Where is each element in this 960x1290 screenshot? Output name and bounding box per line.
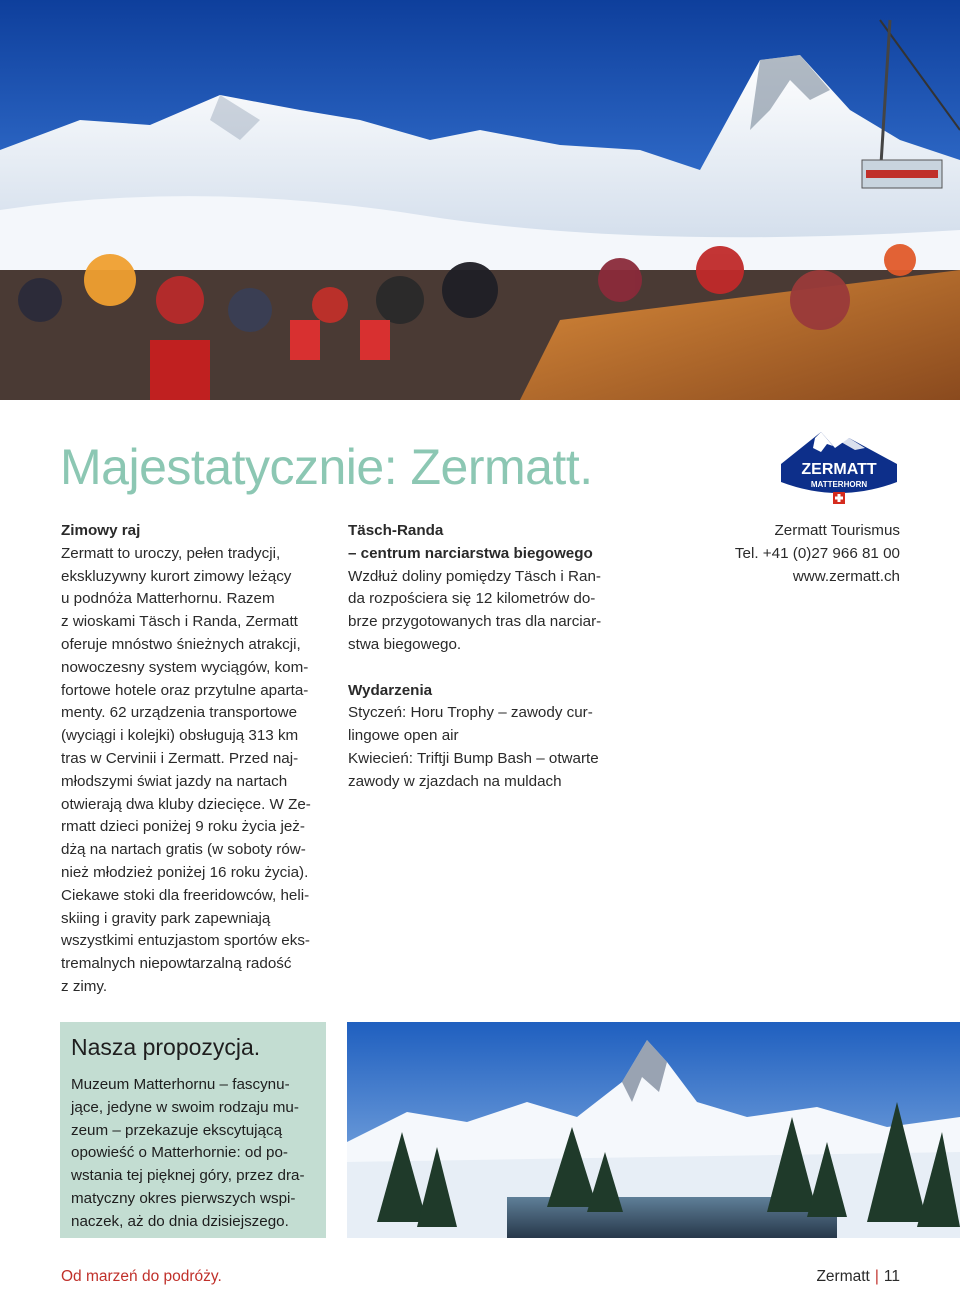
body-line: naczek, aż do dnia dzisiejszego. [71, 1212, 289, 1230]
body-line: stwa biegowego. [348, 635, 462, 653]
section-heading: Täsch-Randa [348, 522, 444, 539]
proposal-box [60, 1022, 326, 1238]
body-line: tremalnych niepowtarzalną radość [61, 955, 292, 973]
body-line: Styczeń: Horu Trophy – zawody cur- [348, 704, 593, 722]
page-number: 11 [883, 1268, 900, 1285]
contact-info [700, 520, 900, 588]
body-line: rmatt dzieci poniżej 9 roku życia jeż- [61, 818, 305, 836]
footer-section: Zermatt [816, 1268, 870, 1285]
body-line: zawody w zjazdach na muldach [348, 772, 562, 790]
body-line: zeum – przekazuje ekscytującą [71, 1121, 283, 1139]
body-line: menty. 62 urządzenia transportowe [61, 704, 298, 722]
body-line: z zimy. [61, 977, 108, 995]
body-line: Kwiecień: Triftji Bump Bash – otwarte [348, 749, 599, 767]
body-line: opowieść o Matterhornie: od po- [71, 1144, 288, 1162]
spacer [348, 657, 628, 680]
body-line: da rozpościera się 12 kilometrów do- [348, 590, 596, 608]
body-line: dżą na nartach gratis (w soboty rów- [61, 841, 306, 859]
body-line: nież młodzież poniżej 16 roku życia). [61, 863, 309, 881]
logo-line-2: MATTERHORN [810, 480, 868, 489]
body-line: wstania tej pięknej góry, przez dra- [71, 1167, 305, 1185]
proposal-body [71, 1074, 321, 1234]
matterhorn-photo [347, 1022, 960, 1238]
body-line: jące, jedyne w swoim rodzaju mu- [71, 1098, 299, 1116]
section-heading: Zimowy raj [61, 522, 141, 539]
hero-photo [0, 0, 960, 400]
body-line: z wioskami Täsch i Randa, Zermatt [61, 613, 298, 631]
matterhorn-photo-illustration [347, 1022, 960, 1238]
footer-slogan: Od marzeń do podróży. [61, 1268, 222, 1285]
section-heading-events: Wydarzenia [348, 681, 433, 699]
body-line: skiing i gravity park zapewniają [61, 909, 271, 927]
body-line: Wzdłuż doliny pomiędzy Täsch i Ran- [348, 567, 601, 585]
logo-line-1: ZERMATT [801, 461, 877, 478]
section-subheading: – centrum narciarstwa biegowego [348, 544, 593, 562]
body-line: fortowe hotele oraz przytulne aparta- [61, 681, 309, 699]
column-tasch-randa [348, 520, 628, 794]
column-winter-paradise [61, 520, 331, 999]
footer-page-info [790, 1268, 900, 1286]
page-title: Majestatycznie: Zermatt. [60, 439, 593, 495]
swiss-cross-icon [833, 492, 845, 504]
body-line: młodszymi świat jazdy na nartach [61, 772, 288, 790]
body-line: Muzeum Matterhornu – fascynu- [71, 1076, 290, 1093]
body-line: ekskluzywny kurort zimowy leżący [61, 567, 292, 585]
body-line: u podnóża Matterhornu. Razem [61, 590, 275, 608]
body-line: nowoczesny system wyciągów, kom- [61, 658, 309, 676]
contact-phone[interactable]: Tel. +41 (0)27 966 81 00 [734, 544, 900, 562]
body-line: oferuje mnóstwo śnieżnych atrakcji, [61, 635, 301, 653]
body-line: matyczny okres pierwszych wspi- [71, 1189, 296, 1207]
contact-website-link[interactable]: www.zermatt.ch [792, 567, 900, 585]
body-line: Zermatt to uroczy, pełen tradycji, [61, 544, 281, 562]
body-line: otwierają dwa kluby dziecięce. W Ze- [61, 795, 311, 813]
body-line: wszystkimi entuzjastom sportów eks- [61, 932, 310, 950]
body-line: brze przygotowanych tras dla narciar- [348, 613, 602, 631]
zermatt-logo [775, 424, 903, 520]
logo-mark [775, 424, 903, 520]
body-line: tras w Cervinii i Zermatt. Przed naj- [61, 749, 299, 767]
footer-separator: | [874, 1268, 879, 1285]
contact-name: Zermatt Tourismus [774, 522, 900, 539]
proposal-title: Nasza propozycja. [71, 1034, 261, 1060]
body-line: Ciekawe stoki dla freeridowców, heli- [61, 886, 310, 904]
body-line: (wyciągi i kolejki) obsługują 313 km [61, 727, 299, 745]
body-line: lingowe open air [348, 727, 459, 745]
hero-photo-illustration [0, 0, 960, 400]
